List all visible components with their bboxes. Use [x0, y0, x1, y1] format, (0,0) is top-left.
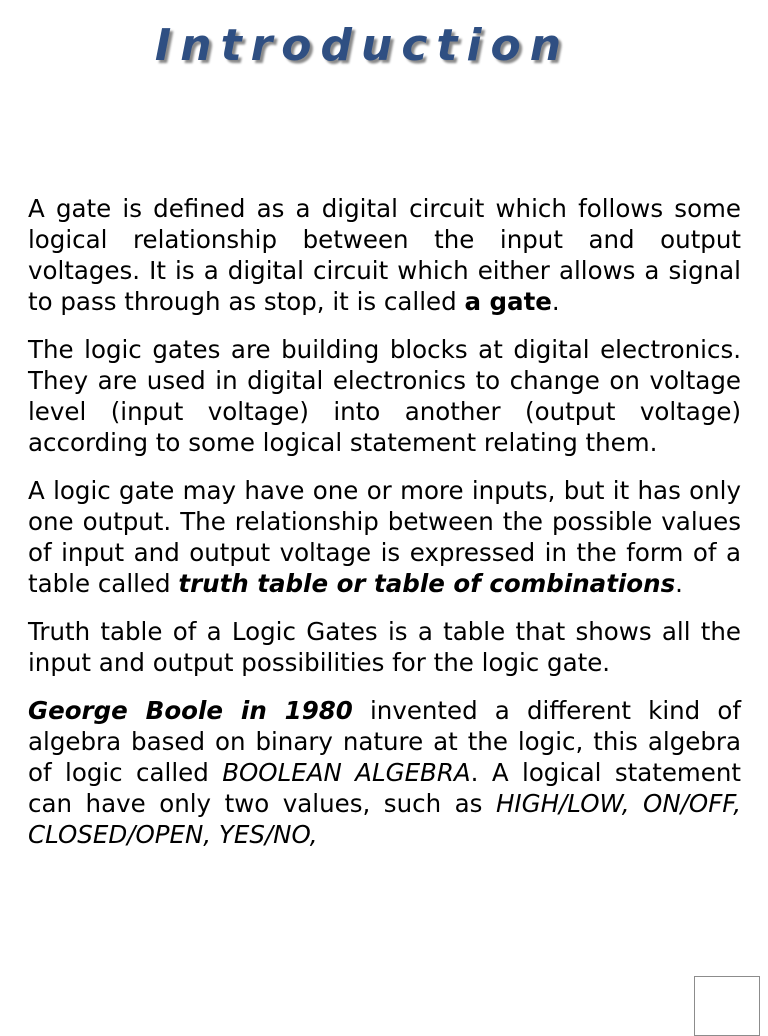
- paragraph-text: A gate is defined as a digital circuit which follows some logical relationship between the input and output voltages. It is a digital circuit which either allows a signal to pass through as stop, it is called: [28, 194, 741, 316]
- page-title: Introduction: [154, 20, 571, 71]
- emphasis-george-boole: George Boole in 1980: [28, 696, 353, 725]
- paragraph-truth-table: [28, 616, 741, 678]
- paragraph-boolean-algebra: [28, 695, 741, 850]
- paragraph-text: Truth table of a Logic Gates is a table that shows all the input and output possibilities for the logic gate.: [28, 617, 741, 677]
- paragraph-text: invented a different kind of algebra based on binary nature at the logic, this algebra of logic called: [28, 696, 741, 787]
- body-text: [28, 193, 741, 867]
- paragraph-text: . A logical statement can have only two values, such as: [28, 758, 741, 818]
- paragraph-logic-gates: [28, 334, 741, 458]
- emphasis-a-gate: a gate: [464, 287, 552, 316]
- emphasis-values: HIGH/LOW, ON/OFF, CLOSED/OPEN, YES/NO,: [28, 789, 742, 849]
- corner-box: [694, 976, 760, 1036]
- punctuation: .: [675, 569, 683, 598]
- emphasis-truth-table: truth table or table of combinations: [178, 569, 676, 598]
- paragraph-inputs-outputs: [28, 475, 741, 599]
- punctuation: .: [551, 287, 560, 316]
- emphasis-boolean-algebra: BOOLEAN ALGEBRA: [222, 758, 471, 787]
- paragraph-text: A logic gate may have one or more inputs, but it has only one output. The relationship between the possible values of input and output voltage is expressed in the form of a table called: [28, 476, 741, 598]
- paragraph-text: The logic gates are building blocks at digital electronics. They are used in digital electronics to change on voltage level (input voltage) into another (output voltage) according to some logical statement relating them.: [28, 335, 741, 457]
- paragraph-gate-definition: [28, 193, 741, 317]
